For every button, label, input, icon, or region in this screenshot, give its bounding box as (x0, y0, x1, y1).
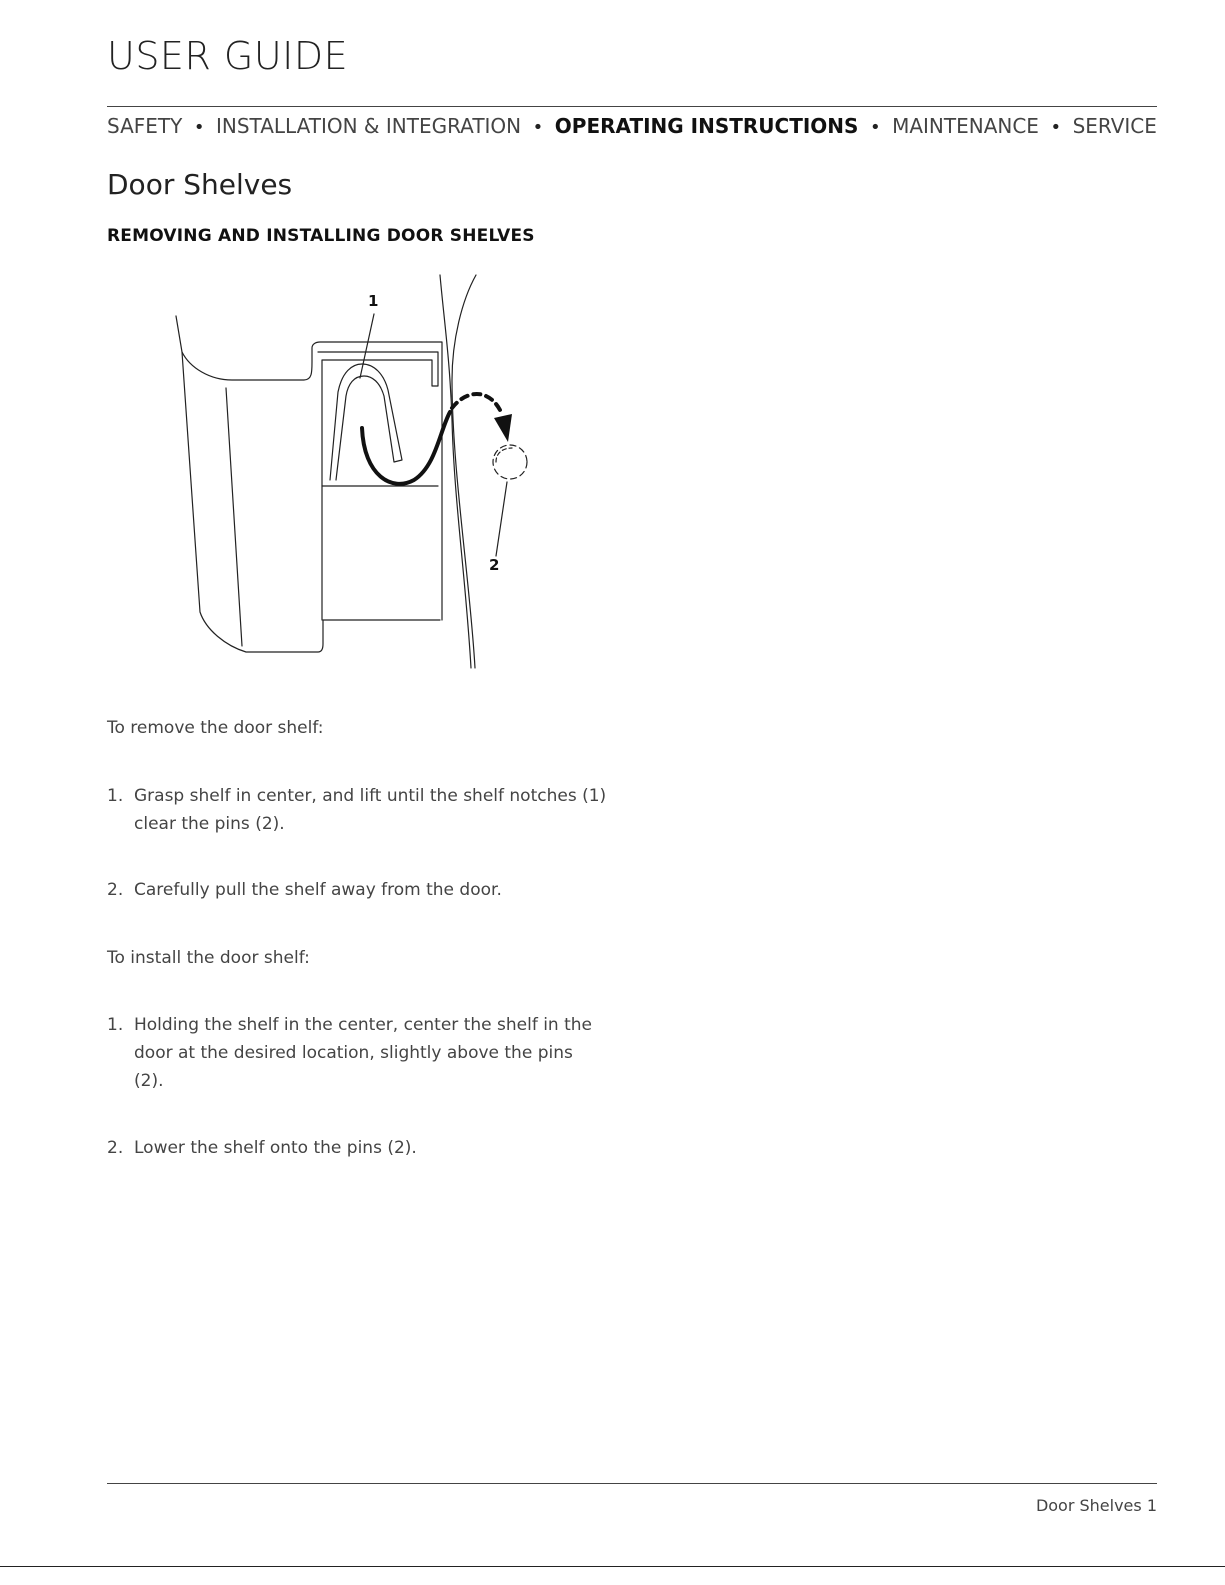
callout-2-label: 2 (489, 556, 500, 574)
nav-separator: • (1050, 117, 1062, 138)
install-step-1 (107, 1011, 607, 1095)
install-intro: To install the door shelf: (107, 948, 310, 968)
footer-divider (107, 1483, 1157, 1484)
step-number: 2. (107, 1138, 124, 1158)
callout-1-label: 1 (368, 292, 379, 310)
nav-item-service[interactable]: SERVICE (1072, 114, 1157, 138)
install-step-2 (107, 1134, 607, 1162)
nav-item-operating-instructions[interactable]: OPERATING INSTRUCTIONS (554, 114, 859, 138)
step-number: 1. (107, 1015, 124, 1035)
step-text: Lower the shelf onto the pins (2). (134, 1138, 417, 1158)
remove-intro: To remove the door shelf: (107, 718, 324, 738)
step-text: Grasp shelf in center, and lift until the shelf notches (1) clear the pins (2). (134, 786, 607, 834)
page-title: Door Shelves (107, 168, 293, 201)
header-divider (107, 106, 1157, 107)
nav-item-maintenance[interactable]: MAINTENANCE (892, 114, 1039, 138)
page-number-label: Door Shelves 1 (1035, 1496, 1157, 1515)
remove-step-2 (107, 876, 607, 904)
step-text: Holding the shelf in the center, center the shelf in the door at the desired location, slightly above the pins (2). (134, 1015, 593, 1091)
section-subheading: REMOVING AND INSTALLING DOOR SHELVES (107, 226, 535, 246)
nav-item-safety[interactable]: SAFETY (107, 114, 183, 138)
nav-separator: • (532, 117, 544, 138)
nav-separator: • (193, 117, 205, 138)
nav-separator: • (869, 117, 881, 138)
document-title: USER GUIDE (107, 34, 349, 78)
step-text: Carefully pull the shelf away from the door. (134, 880, 502, 900)
nav-item-installation[interactable]: INSTALLATION & INTEGRATION (215, 114, 522, 138)
step-number: 2. (107, 880, 124, 900)
remove-step-1 (107, 782, 607, 838)
door-shelf-illustration (160, 270, 560, 675)
page-edge (0, 1566, 1225, 1567)
step-number: 1. (107, 786, 124, 806)
section-nav (107, 114, 1157, 138)
